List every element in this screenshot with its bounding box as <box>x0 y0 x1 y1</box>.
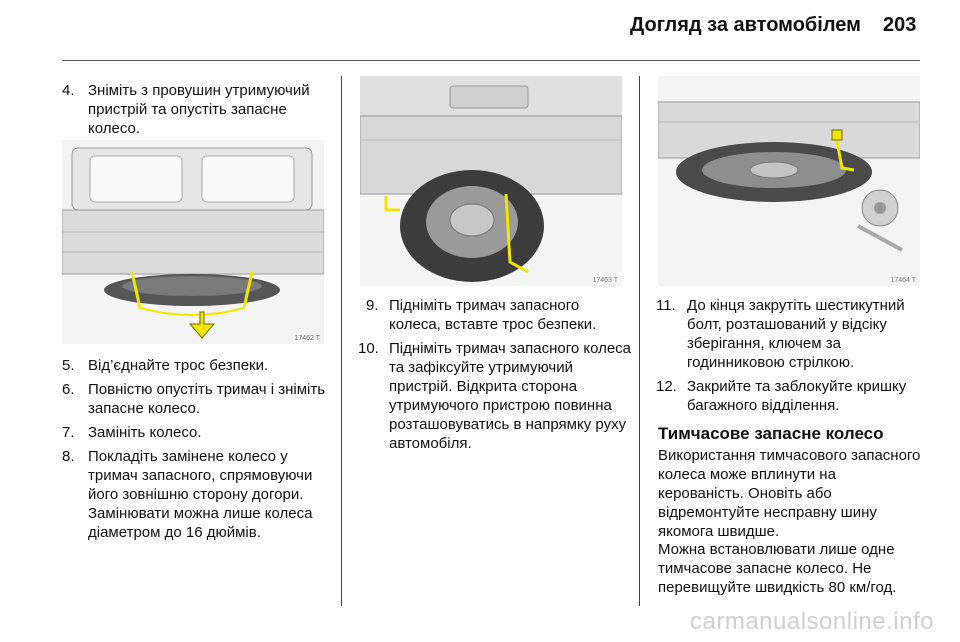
step-number: 10. <box>358 340 379 357</box>
step-text: Замініть колесо. <box>88 424 202 441</box>
step-number: 11. <box>656 297 676 314</box>
figure-spare-wheel-secured <box>658 76 920 286</box>
step-text: Зніміть з провушин утримуючий пристрій та опустіть запасне колесо. <box>88 82 310 137</box>
step-text: До кінця закрутіть шестикутний болт, розташований у відсіку зберігання, ключем за годинниковою стрілкою. <box>687 297 905 371</box>
step-text: Повністю опустіть тримач і зніміть запасне колесо. <box>88 381 326 417</box>
step-text: Закрийте та заблокуйте кришку багажного відділення. <box>687 378 907 414</box>
list-item <box>62 447 334 542</box>
figure-label: 17463 T <box>592 277 618 284</box>
step-text: Від’єднайте трос безпеки. <box>88 357 269 374</box>
step-number: 4. <box>62 82 75 99</box>
step-text: Підніміть тримач запасного колеса, вставте трос безпеки. <box>389 297 597 333</box>
steps-list-top <box>62 81 332 143</box>
list-item <box>62 356 334 375</box>
list-item <box>656 377 924 415</box>
list-item <box>62 81 332 138</box>
section-title: Тимчасове запасне колесо <box>658 424 884 443</box>
page-header-title: Догляд за автомобілем <box>630 14 861 36</box>
step-number: 9. <box>366 297 379 314</box>
step-number: 8. <box>62 448 75 465</box>
list-item <box>358 339 633 453</box>
steps-list-col1 <box>62 356 334 547</box>
step-number: 7. <box>62 424 75 441</box>
page-number: 203 <box>883 14 917 36</box>
figure-spare-wheel-raise <box>360 76 622 286</box>
step-text: Покладіть замінене колесо у тримач запасного, спрямовуючи його зовнішню сторону догори. Замінювати можна лише колеса діаметром до 16 дюймів. <box>88 448 313 541</box>
step-number: 5. <box>62 357 75 374</box>
paragraph: Використання тимчасового запасного колеса може вплинути на керованість. Оновіть або відремонтуйте несправну шину якомога швидше. <box>658 447 921 540</box>
header-rule <box>62 60 920 61</box>
spare-wheel-raise-illustration <box>360 76 622 286</box>
steps-list-col2 <box>358 296 633 458</box>
steps-list-col3 <box>656 296 924 420</box>
list-item <box>358 296 633 334</box>
step-text: Підніміть тримач запасного колеса та зафіксуйте утримуючий пристрій. Відкрита сторона утримуючого пристрою повинна розташовуватись в напрямку руху автомобіля. <box>389 340 632 452</box>
list-item <box>62 423 334 442</box>
list-item <box>62 380 334 418</box>
spare-wheel-secured-illustration <box>658 76 920 286</box>
watermark: carmanualsonline.info <box>690 608 934 635</box>
step-number: 6. <box>62 381 75 398</box>
figure-spare-wheel-lower <box>62 140 324 344</box>
list-item <box>656 296 924 372</box>
column-divider-2 <box>639 76 640 606</box>
spare-wheel-lower-illustration <box>62 140 324 344</box>
figure-label: 17462 T <box>294 335 320 342</box>
paragraph: Можна встановлювати лише одне тимчасове запасне колесо. Не перевищуйте швидкість 80 км/год. <box>658 541 897 596</box>
figure-label: 17464 T <box>890 277 916 284</box>
column-divider-1 <box>341 76 342 606</box>
step-number: 12. <box>656 378 677 395</box>
